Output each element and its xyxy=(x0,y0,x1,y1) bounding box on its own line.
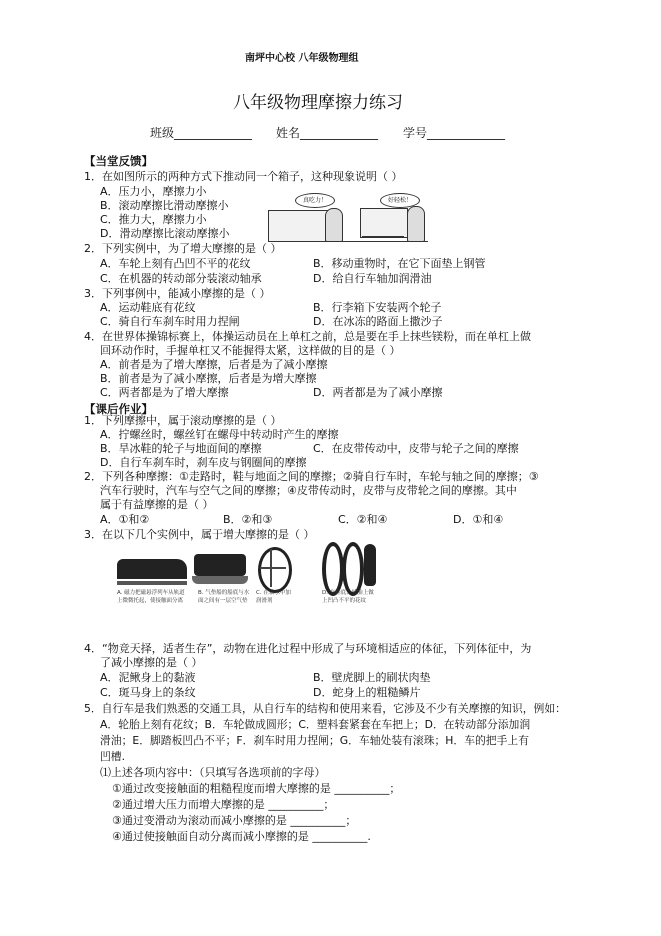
page-header: 南坪中心校 八年级物理组 xyxy=(245,53,359,64)
h4-option-c: C．斑马身上的条纹 xyxy=(100,686,196,699)
h5-fill-1: ①通过改变接触面的粗糙程度而增大摩擦的是 __________； xyxy=(112,782,401,795)
q4-option-b: B．前者是为了减小摩擦，后者是为增大摩擦 xyxy=(100,372,317,385)
h2-option-a: A．①和② xyxy=(100,513,150,526)
q3-option-a: A．运动鞋底有花纹 xyxy=(100,301,196,314)
h2-stem-line1: 2．下列各种摩擦：①走路时，鞋与地面之间的摩擦；②骑自行车时，车轮与轴之间的摩擦；③ xyxy=(84,470,539,483)
h2-stem-line2: 汽车行驶时，汽车与空气之间的摩擦；④皮带传动时，皮带与皮带轮之间的摩擦。其中 xyxy=(100,484,517,497)
section-homework: 【课后作业】 xyxy=(84,402,153,416)
h5-fill-4: ④通过使接触面自动分离而减小摩擦的是 __________. xyxy=(112,830,371,843)
hovercraft-image xyxy=(192,550,248,588)
ground-line xyxy=(268,241,428,242)
person-pushing-2 xyxy=(407,206,425,242)
q2-option-a: A．车轮上刻有凸凹不平的花纹 xyxy=(100,257,251,270)
h2-option-c: C．②和④ xyxy=(338,513,388,526)
h5-list-line3: 凹槽. xyxy=(100,750,126,763)
h3-stem: 3．在以下几个实例中，属于增大摩擦的是（ ） xyxy=(84,528,315,541)
box-rolling xyxy=(360,208,408,238)
h2-option-d: D．①和④ xyxy=(453,513,504,526)
q4-option-a: A．前者是为了增大摩擦，后者是为了减小摩擦 xyxy=(100,358,328,371)
q3-option-b: B．行李箱下安装两个轮子 xyxy=(313,301,442,314)
q3-option-c: C．骑自行车刹车时用力捏闸 xyxy=(100,315,240,328)
h4-option-d: D．蛇身上的粗糙鳞片 xyxy=(313,686,421,699)
h3-caption-d: D. 在鞋底、轮胎上做上凹凸不平的花纹 xyxy=(322,590,374,604)
q4-stem-line1: 4．在世界体操锦标赛上，体操运动员在上单杠之前，总是要在手上抹些镁粉，而在单杠上做 xyxy=(84,330,531,343)
h2-option-b: B．②和③ xyxy=(223,513,273,526)
h5-fill-3: ③通过变滑动为滚动而减小摩擦的是 __________； xyxy=(112,814,357,827)
h3-caption-b: B. 气垫船的船底与水面之间有一层空气垫 xyxy=(198,590,250,604)
h5-subquestion: ⑴上述各项内容中：（只填写各选项前的字母） xyxy=(100,766,326,779)
q4-option-d: D．两者都是为了减小摩擦 xyxy=(313,386,443,399)
h4-stem-line1: 4．“物竞天择，适者生存”，动物在进化过程中形成了与环境相适应的体征，下列体征中，为 xyxy=(84,642,532,655)
q1-option-b: B．滚动摩擦比滑动摩擦小 xyxy=(100,199,229,212)
class-field: 班级_____________ xyxy=(150,126,253,140)
h4-option-a: A．泥鳅身上的黏液 xyxy=(100,671,196,684)
h1-option-b: B．旱冰鞋的轮子与地面间的摩擦 xyxy=(100,442,262,455)
q1-option-a: A．压力小，摩擦力小 xyxy=(100,185,207,198)
student-id-field: 学号_____________ xyxy=(403,126,506,140)
h5-list-line1: A．轮胎上刻有花纹；B．车轮做成圆形；C．塑料套紧套在车把上；D．在转动部分添加润 xyxy=(100,718,531,731)
h2-stem-line3: 属于有益摩擦的是（ ） xyxy=(100,498,214,511)
h3-caption-c: C. 在轴承中加润滑剂 xyxy=(256,590,291,604)
q1-stem: 1．在如图所示的两种方式下推动同一个箱子，这种现象说明（ ） xyxy=(84,170,403,183)
q2-option-d: D．给自行车轴加润滑油 xyxy=(313,272,432,285)
box-sliding xyxy=(268,210,328,242)
maglev-train-image xyxy=(117,553,187,587)
q2-option-c: C．在机器的转动部分装滚动轴承 xyxy=(100,272,262,285)
bearing-wheel-image xyxy=(256,545,292,589)
q3-stem: 3．下列事例中，能减小摩擦的是（ ） xyxy=(84,287,271,300)
section-in-class-feedback: 【当堂反馈】 xyxy=(84,154,153,168)
h1-option-c: C．在皮带传动中，皮带与轮子之间的摩擦 xyxy=(313,442,519,455)
q1-bubble-2: 好轻松！ xyxy=(380,193,420,208)
h4-option-b: B．壁虎脚上的刷状肉垫 xyxy=(313,671,431,684)
h5-fill-2: ②通过增大压力而增大摩擦的是 __________； xyxy=(112,798,335,811)
person-pushing-1 xyxy=(325,208,343,242)
q1-bubble-1: 真吃力！ xyxy=(295,193,335,208)
name-field: 姓名_____________ xyxy=(276,126,379,140)
h4-stem-line2: 了减小摩擦的是（ ） xyxy=(100,656,203,669)
q2-stem: 2．下列实例中，为了增大摩擦的是（ ） xyxy=(84,242,282,255)
q4-stem-line2: 回环动作时，手握单杠又不能握得太紧，这样做的目的是（ ） xyxy=(100,344,401,357)
h1-option-a: A．拧螺丝时，螺丝钉在螺母中转动时产生的摩擦 xyxy=(100,428,339,441)
tire-and-sole-image xyxy=(322,540,380,590)
h1-stem: 1．下列摩擦中，属于滚动摩擦的是（ ） xyxy=(84,414,282,427)
h1-option-d: D．自行车刹车时，刹车皮与钢圈间的摩擦 xyxy=(100,456,307,469)
q2-option-b: B．移动重物时，在它下面垫上钢管 xyxy=(313,257,486,270)
h5-stem: 5．自行车是我们熟悉的交通工具，从自行车的结构和使用来看，它涉及不少有关摩擦的知识，例如： xyxy=(84,702,566,715)
h3-caption-a: A. 磁力把磁悬浮列车从轨道上微微托起，使接触面分离 xyxy=(117,590,185,604)
q1-option-d: D．滑动摩擦比滚动摩擦小 xyxy=(100,227,230,240)
q4-option-c: C．两者都是为了增大摩擦 xyxy=(100,386,229,399)
page-title: 八年级物理摩擦力练习 xyxy=(233,93,403,113)
h5-list-line2: 滑油；E．脚踏板凹凸不平；F．刹车时用力捏闸；G．车轴处装有滚珠；H．车的把手上有 xyxy=(100,734,529,747)
q3-option-d: D．在冰冻的路面上撒沙子 xyxy=(313,315,443,328)
q1-option-c: C．推力大，摩擦力小 xyxy=(100,213,207,226)
